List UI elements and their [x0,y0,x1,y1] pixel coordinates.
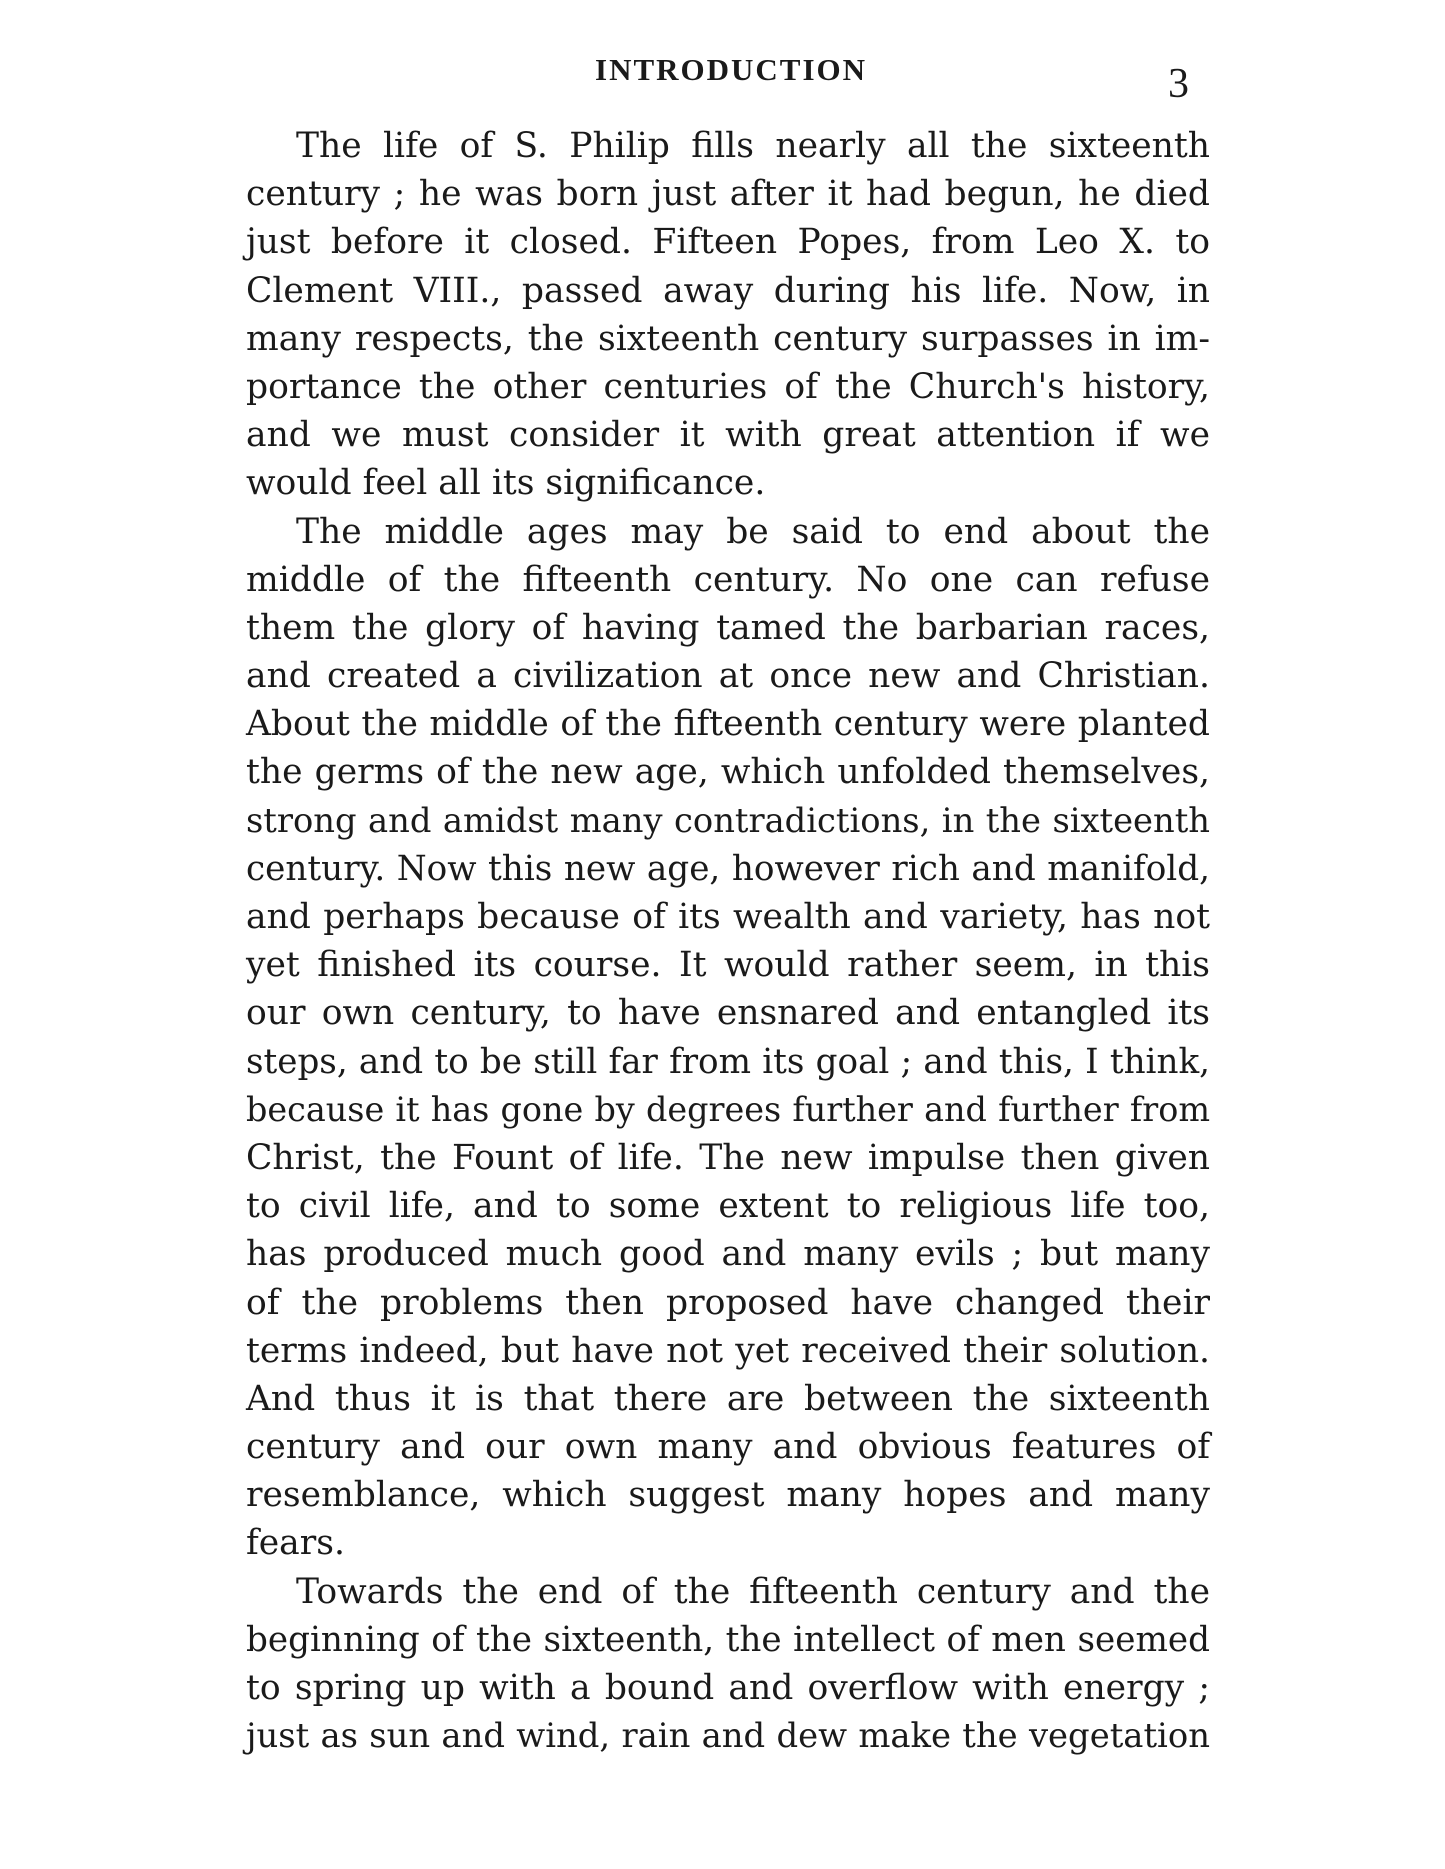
text-line: and we must consider it with great attention if we [246,415,1210,456]
text-line: Christ, the Fount of life. The new impulse then given [246,1137,1210,1178]
text-line: terms indeed, but have not yet received their solution. [246,1330,1210,1371]
text-line: century. Now this new age, however rich and manifold, [246,848,1210,889]
text-line: About the middle of the fifteenth century were planted [246,704,1210,745]
text-line: steps, and to be still far from its goal ; and this, I think, [246,1041,1210,1082]
text-line: and perhaps because of its wealth and variety, has not [246,897,1210,937]
text-line: our own century, to have ensnared and entangled its [246,993,1210,1034]
text-line: The middle ages may be said to end about the [296,511,1210,552]
text-line: just before it closed. Fifteen Popes, from Leo X. to [246,222,1210,263]
text-line: resemblance, which suggest many hopes and many [246,1475,1210,1516]
text-line: And thus it is that there are between the sixteenth [246,1378,1210,1419]
text-line: would feel all its significance. [246,463,766,504]
text-line: of the problems then proposed have changed their [246,1282,1210,1323]
text-line: just as sun and wind, rain and dew make the vegetation [246,1716,1210,1756]
text-line: The life of S. Philip fills nearly all the sixteenth [296,126,1210,166]
text-line: beginning of the sixteenth, the intellect of men seemed [246,1619,1210,1660]
text-line: century ; he was born just after it had begun, he died [246,174,1210,215]
text-line: Towards the end of the fifteenth century and the [296,1571,1210,1612]
page-number: 3 [1168,61,1189,107]
text-line: has produced much good and many evils ; but many [246,1234,1210,1275]
text-line: the germs of the new age, which unfolded themselves, [246,752,1210,793]
text-line: because it has gone by degrees further and further from [246,1089,1210,1129]
text-line: them the glory of having tamed the barbarian races, [246,607,1210,648]
text-line: strong and amidst many contradictions, in the sixteenth [246,800,1210,840]
running-title: INTRODUCTION [595,52,868,87]
text-line: to civil life, and to some extent to religious life too, [246,1186,1210,1227]
text-line: fears. [246,1523,345,1564]
text-line: portance the other centuries of the Church's history, [246,366,1210,407]
body-text [246,122,1210,1760]
text-line: and created a civilization at once new and Christian. [246,656,1210,697]
text-line: Clement VIII., passed away during his life. Now, in [246,270,1210,311]
text-line: century and our own many and obvious features of [246,1427,1210,1468]
text-line: to spring up with a bound and overflow with energy ; [246,1668,1210,1708]
text-line: many respects, the sixteenth century surpasses in im- [246,318,1210,359]
text-line: middle of the fifteenth century. No one can refuse [246,559,1210,600]
text-line: yet finished its course. It would rather seem, in this [246,945,1210,986]
